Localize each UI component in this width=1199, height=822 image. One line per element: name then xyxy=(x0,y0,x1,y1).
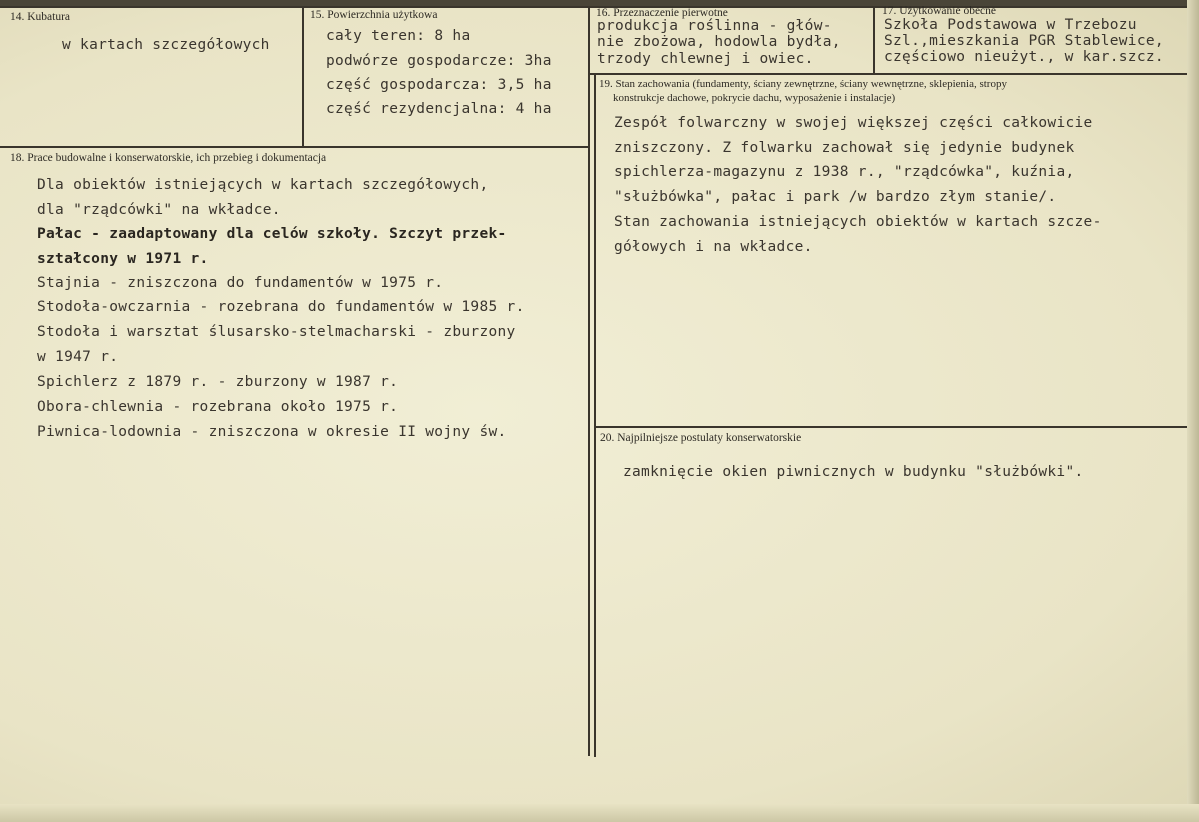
section-19-line: spichlerza-magazynu z 1938 r., "rządcówka", kuźnia, xyxy=(614,164,1075,180)
section-19-line: zniszczony. Z folwarku zachował się jedynie budynek xyxy=(614,140,1075,156)
section-19-line: Stan zachowania istniejących obiektów w kartach szcze- xyxy=(614,214,1102,230)
section-18-line: Stodoła-owczarnia - rozebrana do fundamentów w 1985 r. xyxy=(37,299,525,315)
section-18-line: Stodoła i warsztat ślusarsko-stelmacharski - zburzony xyxy=(37,324,516,340)
section-18-label: 18. Prace budowalne i konserwatorskie, ich przebieg i dokumentacja xyxy=(10,152,327,164)
section-15-line: cały teren: 8 ha xyxy=(326,28,471,44)
divider-19-20 xyxy=(594,426,1199,428)
section-17-label: 17. Użytkowanie obecne xyxy=(882,5,997,17)
section-18-line: w 1947 r. xyxy=(37,349,119,365)
section-17-line: częściowo nieużyt., w kar.szcz. xyxy=(884,49,1164,65)
section-18-line: Dla obiektów istniejących w kartach szczegółowych, xyxy=(37,177,489,193)
card-right-edge xyxy=(1187,0,1199,822)
section-19-label: 19. Stan zachowania (fundamenty, ściany zewnętrzne, ściany wewnętrzne, sklepienia, stropy xyxy=(599,78,1007,90)
section-20-text: zamknięcie okien piwnicznych w budynku "służbówki". xyxy=(623,464,1084,480)
section-18-line: Piwnica-lodownia - zniszczona w okresie II wojny św. xyxy=(37,424,507,440)
section-20-label: 20. Najpilniejsze postulaty konserwatorskie xyxy=(600,432,802,444)
section-14-text: w kartach szczegółowych xyxy=(62,37,270,53)
section-18-line: Stajnia - zniszczona do fundamentów w 1975 r. xyxy=(37,275,444,291)
section-17-line: Szkoła Podstawowa w Trzebozu xyxy=(884,17,1137,33)
section-16-line: trzody chlewnej i owiec. xyxy=(597,51,814,67)
divider-14-15 xyxy=(302,6,304,147)
section-19-line: Zespół folwarczny w swojej większej części całkowicie xyxy=(614,115,1093,131)
card-bottom-edge xyxy=(0,804,1199,822)
divider-under-14-15 xyxy=(0,146,590,148)
divider-18-19 xyxy=(594,73,596,757)
section-19-label-cont: konstrukcje dachowe, pokrycie dachu, wyposażenie i instalacje) xyxy=(613,92,896,104)
section-15-line: podwórze gospodarcze: 3ha xyxy=(326,53,552,69)
section-16-label: 16. Przeznaczenie pierwotne xyxy=(596,7,728,19)
divider-15-16 xyxy=(588,6,590,756)
section-18-line: dla "rządcówki" na wkładce. xyxy=(37,202,281,218)
section-15-line: część rezydencjalna: 4 ha xyxy=(326,101,552,117)
section-18-line: Pałac - zaadaptowany dla celów szkoły. Szczyt przek- xyxy=(37,226,507,242)
section-17-line: Szl.,mieszkania PGR Stablewice, xyxy=(884,33,1164,49)
divider-16-17 xyxy=(873,6,875,75)
section-19-line: "służbówka", pałac i park /w bardzo złym stanie/. xyxy=(614,189,1057,205)
section-15-line: część gospodarcza: 3,5 ha xyxy=(326,77,552,93)
section-18-line: Spichlerz z 1879 r. - zburzony w 1987 r. xyxy=(37,374,399,390)
section-19-line: gółowych i na wkładce. xyxy=(614,239,813,255)
section-18-line: Obora-chlewnia - rozebrana około 1975 r. xyxy=(37,399,399,415)
section-16-line: nie zbożowa, hodowla bydła, xyxy=(597,34,841,50)
section-16-line: produkcja roślinna - głów- xyxy=(597,18,832,34)
section-14-label: 14. Kubatura xyxy=(10,11,71,23)
divider-under-16-17 xyxy=(588,73,1199,75)
section-15-label: 15. Powierzchnia użytkowa xyxy=(310,9,438,21)
section-18-line: ształcony w 1971 r. xyxy=(37,251,209,267)
